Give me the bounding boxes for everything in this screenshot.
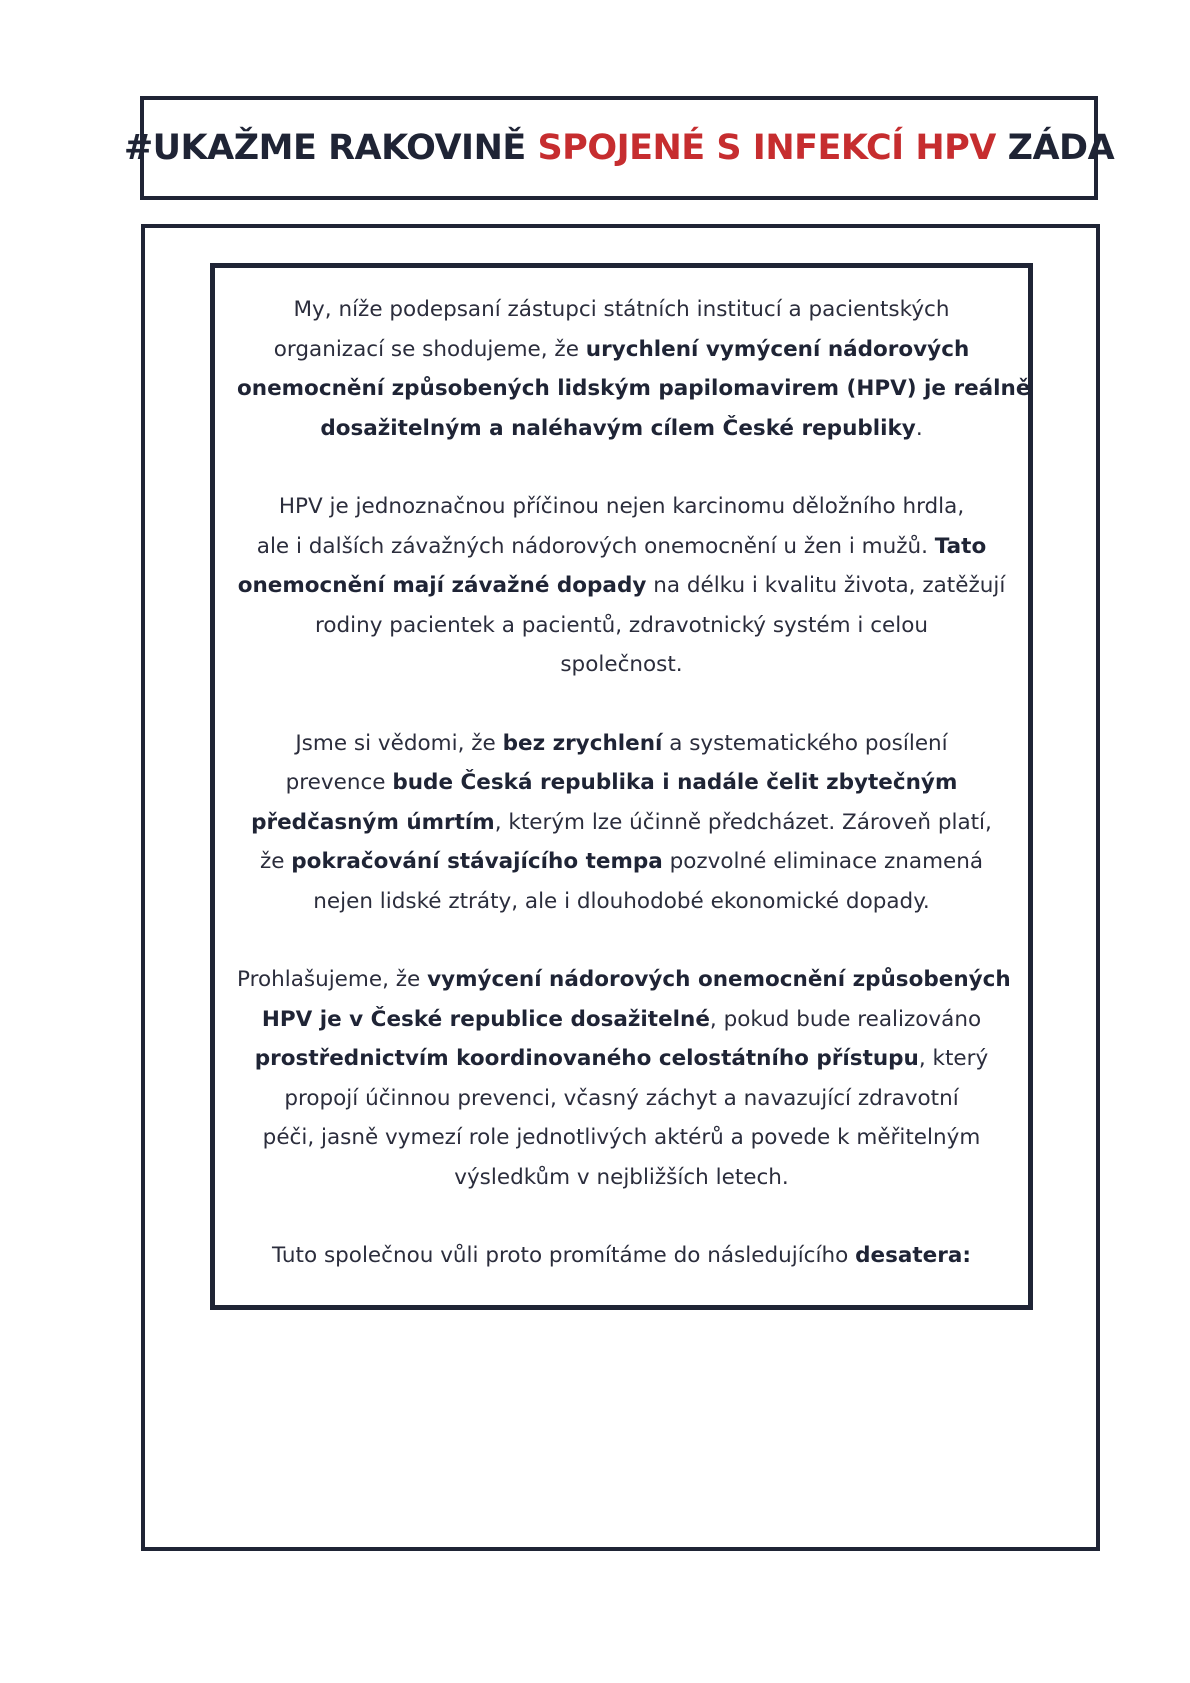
title-box [123, 96, 1115, 200]
p3-line-4-text-b: pozvolné eliminace znamená [662, 849, 984, 874]
p3-line-4 [237, 842, 1006, 882]
p3-line-4-bold: pokračování stávajícího tempa [291, 849, 663, 874]
p2-line-5: společnost. [560, 652, 683, 677]
paragraph-1 [237, 290, 1031, 448]
p1-line-2 [237, 330, 1006, 370]
p2-line-3-bold: onemocnění mají závažné dopady [237, 573, 647, 598]
p1-line-3 [237, 369, 1031, 409]
p5-line-1 [237, 1236, 1006, 1276]
p3-line-1 [237, 724, 1006, 764]
p2-line-2-bold: Tato [934, 533, 987, 559]
p3-line-1-bold: bez zrychlení [502, 730, 663, 756]
p3-line-4-text-a: že [259, 849, 292, 874]
p3-line-3-text: , kterým lze účinně předcházet. Zároveň platí, [494, 809, 992, 835]
p2-line-1: HPV je jednoznačnou příčinou nejen karcinomu děložního hrdla, [278, 494, 965, 519]
p2-line-4: rodiny pacientek a pacientů, zdravotnický systém i celou [314, 612, 929, 638]
paragraph-4 [237, 960, 1011, 1197]
p4-line-6: výsledkům v nejbližších letech. [454, 1164, 789, 1190]
p1-line-1: My, níže podepsaní zástupci státních institucí a pacientských [293, 297, 950, 322]
p3-line-3 [237, 803, 1006, 843]
p3-line-2-bold: bude Česká republika i nadále čelit zbytečným [392, 770, 958, 795]
title-part-1: #UKAŽME RAKOVINĚ [123, 128, 538, 168]
p3-line-3-bold: předčasným úmrtím [251, 809, 495, 835]
p4-line-1-text: Prohlašujeme, že [237, 967, 428, 992]
p5-line-1-text: Tuto společnou vůli proto promítáme do následujícího [272, 1243, 856, 1268]
p4-line-2 [237, 1000, 1006, 1040]
p4-line-4: propojí účinnou prevenci, včasný záchyt a navazující zdravotní [284, 1085, 959, 1111]
document-title [124, 128, 1114, 168]
p4-line-1-bold: vymýcení nádorových onemocnění způsobených [427, 967, 1011, 992]
p1-line-2-bold: urychlení vymýcení nádorových [585, 336, 970, 362]
p1-line-4 [237, 409, 1006, 449]
title-part-3: ZÁDA [995, 128, 1115, 168]
p5-line-1-bold: desatera: [855, 1243, 971, 1268]
p4-line-3-bold: prostřednictvím koordinovaného celostátního přístupu [254, 1046, 919, 1071]
p2-line-2-text: ale i dalších závažných nádorových onemocnění u žen i mužů. [256, 533, 935, 559]
p3-line-1-text-b: a systematického posílení [662, 730, 948, 756]
p4-line-3 [237, 1039, 1006, 1079]
p2-line-3 [237, 566, 1006, 606]
paragraph-3 [237, 724, 1006, 922]
title-part-accent: SPOJENÉ S INFEKCÍ HPV [537, 128, 996, 168]
p1-line-4-bold: dosažitelným a naléhavým cílem České republiky [320, 415, 916, 441]
p1-line-2-text: organizací se shodujeme, že [273, 336, 586, 362]
p4-line-1 [237, 960, 1011, 1000]
p4-line-2-text: , pokud bude realizováno [709, 1006, 982, 1032]
paragraph-2 [237, 487, 1006, 685]
p1-line-3-bold: onemocnění způsobených lidským papilomavirem (HPV) je reálně [237, 376, 1031, 401]
p4-line-2-bold: HPV je v České republice dosažitelné [261, 1006, 710, 1032]
p4-line-3-text: , který [918, 1046, 989, 1071]
p2-line-3-text: na délku i kvalitu života, zatěžují [646, 573, 1006, 598]
p3-line-2-text: prevence [285, 770, 393, 795]
p4-line-5: péči, jasně vymezí role jednotlivých aktérů a povede k měřitelným [262, 1125, 981, 1150]
p3-line-1-text-a: Jsme si vědomi, že [295, 730, 503, 756]
p3-line-2 [237, 763, 1006, 803]
p1-line-4-text: . [915, 415, 923, 441]
declaration-box [210, 263, 1033, 1310]
p3-line-5: nejen lidské ztráty, ale i dlouhodobé ekonomické dopady. [313, 888, 930, 914]
p2-line-2 [237, 527, 1006, 567]
paragraph-5 [237, 1236, 1006, 1276]
